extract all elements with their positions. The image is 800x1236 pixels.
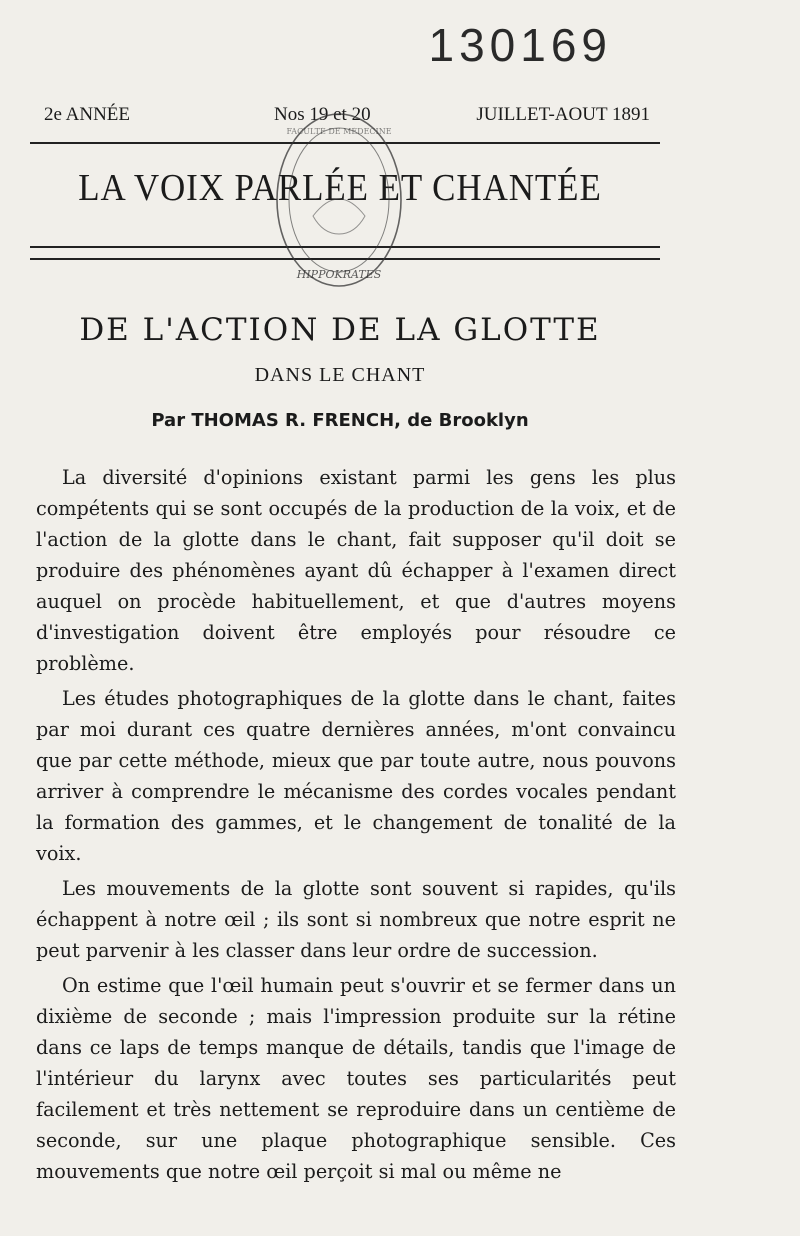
article-body <box>36 462 676 1187</box>
article-byline: Par THOMAS R. FRENCH, de Brooklyn <box>151 410 529 431</box>
shelf-mark: 130169 <box>428 19 612 71</box>
header-year: 2e ANNÉE <box>44 104 131 125</box>
stamp-top-text: FACULTÉ DE MÉDECINE <box>286 127 392 136</box>
header-date: JUILLET-AOUT 1891 <box>476 104 650 125</box>
paragraph: Les mouvements de la glotte sont souvent si rapides, qu'ils échappent à notre œil ; ils sont si nombreux que notre esprit ne peut parvenir à les classer dans leur ordre de succession. <box>36 877 676 962</box>
article-title: DE L'ACTION DE LA GLOTTE <box>79 312 601 348</box>
paragraph: On estime que l'œil humain peut s'ouvrir et se fermer dans un dixième de seconde ; mais l'impression produite sur la rétine dans ce laps de temps manque de détails, tandis que l'image de l'intérieur du larynx avec toutes ses particularités peut facilement et très nettement se reproduire dans un centième de seconde, sur une plaque photographique sensible. Ces mouvements que notre œil perçoit si mal ou même ne <box>36 974 676 1183</box>
stamp-bottom-text: HIPPOKRATES <box>296 268 382 281</box>
paragraph: La diversité d'opinions existant parmi les gens les plus compétents qui se sont occupés de la production de la voix, et de l'action de la glotte dans le chant, fait supposer qu'il doit se produire des phénomènes ayant dû échapper à l'examen direct auquel on procède habituellement, et que d'autres moyens d'investigation doivent être employés pour résoudre ce problème. <box>36 466 676 675</box>
journal-title: LA VOIX PARLÉE ET CHANTÉE <box>78 167 602 209</box>
paragraph: Les études photographiques de la glotte dans le chant, faites par moi durant ces quatre dernières années, m'ont convaincu que par cette méthode, mieux que par toute autre, nous pouvons arriver à comprendre le mécanisme des cordes vocales pendant la formation des gammes, et le changement de tonalité de la voix. <box>36 687 676 865</box>
article-subtitle: DANS LE CHANT <box>254 364 426 386</box>
library-stamp-icon <box>268 106 410 294</box>
header-issue: Nos 19 et 20 <box>274 104 371 125</box>
